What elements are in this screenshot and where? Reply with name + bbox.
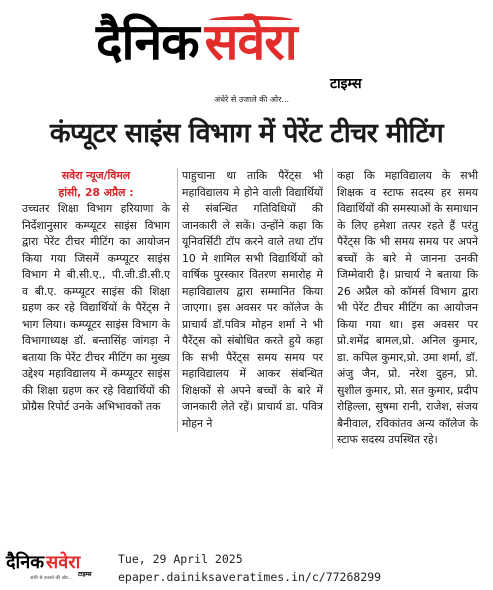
article-column-3-text: कहा कि महाविद्यालय के सभी शिक्षक व स्टाफ सदस्य हर समय विद्यार्थियों की समस्याओं के समाधान के लिए हमेशा तत्पर रहते हैं परंतु पैरेंट्स कि भी समय समय पर अपने बच्चों के बारे मे जानना उनकी जिम्मेवारी है। प्राचार्य ने बताया कि 26 अप्रैल को कॉमर्स विभाग द्वारा भी पेरेंट टीचर मीटिंग का आयोजन किया गया था। इस अवसर पर प्रो.शमेंद्र बामल,प्रो. अनिल कुमार, डा. कपिल कुमार,प्रो. उमा शर्मा, डॉ. अंजु जैन, प्रो. नरेश दुहन, प्रो. सुशील कुमार, प्रो. सत कुमार, प्रदीप रोहिल्ला, सुषमा रानी, राजेश, संजय बैनीवाल, रविकांतव अन्य कॉलेज के स्टाफ सदस्य उपस्थित रहे। [337, 169, 478, 446]
logo-accent-wrap [205, 12, 297, 72]
logo-tagline: अंधेरे से उजाले की ओर... [214, 95, 290, 104]
epaper-link[interactable]: epaper.dainiksaveratimes.in/c/77268299 [118, 570, 382, 584]
logo-swoosh-icon [209, 16, 293, 24]
epaper-footer [0, 548, 493, 590]
article-column-2 [177, 168, 323, 432]
article-byline: सवेरा न्यूज/विमल [61, 169, 131, 182]
edition-date: Tue, 29 April 2025 [118, 552, 243, 566]
logo-word-savera: सवेरा [204, 12, 297, 71]
footer-logo[interactable] [6, 552, 80, 574]
footer-logo-word-savera: सवेरा [46, 552, 81, 573]
article-column-1-text: उच्चतर शिक्षा विभाग हरियाणा के निर्देशानुसार कम्प्यूटर साइंस विभाग द्वारा पेरेंट टीचर मीटिंग का आयोजन किया गया जिसमें कम्प्यूटर साइंस विभाग मे बी.सी.ए., पी.जी.डी.सी.ए व बी.ए. कम्प्यूटर साइंस की शिक्षा ग्रहण कर रहे विद्यार्थियों के पैरेंट्स ने भाग लिया। कम्प्यूटर साइंस विभाग के विभागाध्यक्ष डॉ. बन्तासिंह जांगड़ा ने बताया कि पेरेंट टीचर मीटिंग का मुख्य उद्देश्य महाविद्यालय में कम्प्यूटर साइंस की शिक्षा ग्रहण कर रहे विद्यार्थियों की प्रोग्रैस रिपोर्ट उनके अभिभावकों तक [22, 202, 170, 413]
article-headline: कंप्यूटर साइंस विभाग में पेरेंट टीचर मीटिंग [49, 118, 444, 149]
footer-logo-tagline: अंधेरे से उजाले की ओर... [30, 576, 73, 581]
article-column-3 [332, 168, 478, 449]
newspaper-logo[interactable] [96, 12, 297, 72]
article-column-2-text: पाहुचाना था ताकि पैरेंट्स भी महाविद्यालय मे होने वाली विद्यार्थियों से संबन्धित गतिविधियों की जानकारी ले सकें। उन्होंने कहा कि यूनिवर्सिटी टॉप करने वाले तथा टॉप 10 मे शामिल सभी विद्यार्थियों को वार्षिक पुरस्कार वितरण समारोह मे महाविद्यालय द्वारा सम्मानित किया जाएगा। इस अवसर पर कॉलेज के प्राचार्य डॉ.पवित्र मोहन शर्मा ने भी पैरेंट्स को संबोधित करते हुये कहा कि सभी पैरेंट्स समय समय पर महाविद्यालय में आकर संबन्धित शिक्षकों से अपने बच्चों के बारे में जानकारी लेते रहें। प्राचार्य डा. पवित्र मोहन ने [182, 169, 323, 430]
article-dateline: हांसी, 28 अप्रैल : [58, 185, 134, 199]
masthead [0, 0, 493, 118]
footer-logo-word-times: टाइम्स [78, 571, 92, 578]
article-column-1 [22, 168, 170, 416]
logo-word-dainik: दैनिक [96, 12, 199, 71]
logo-word-times: टाइम्स [330, 76, 362, 92]
footer-logo-word-dainik: दैनिक [6, 552, 45, 573]
